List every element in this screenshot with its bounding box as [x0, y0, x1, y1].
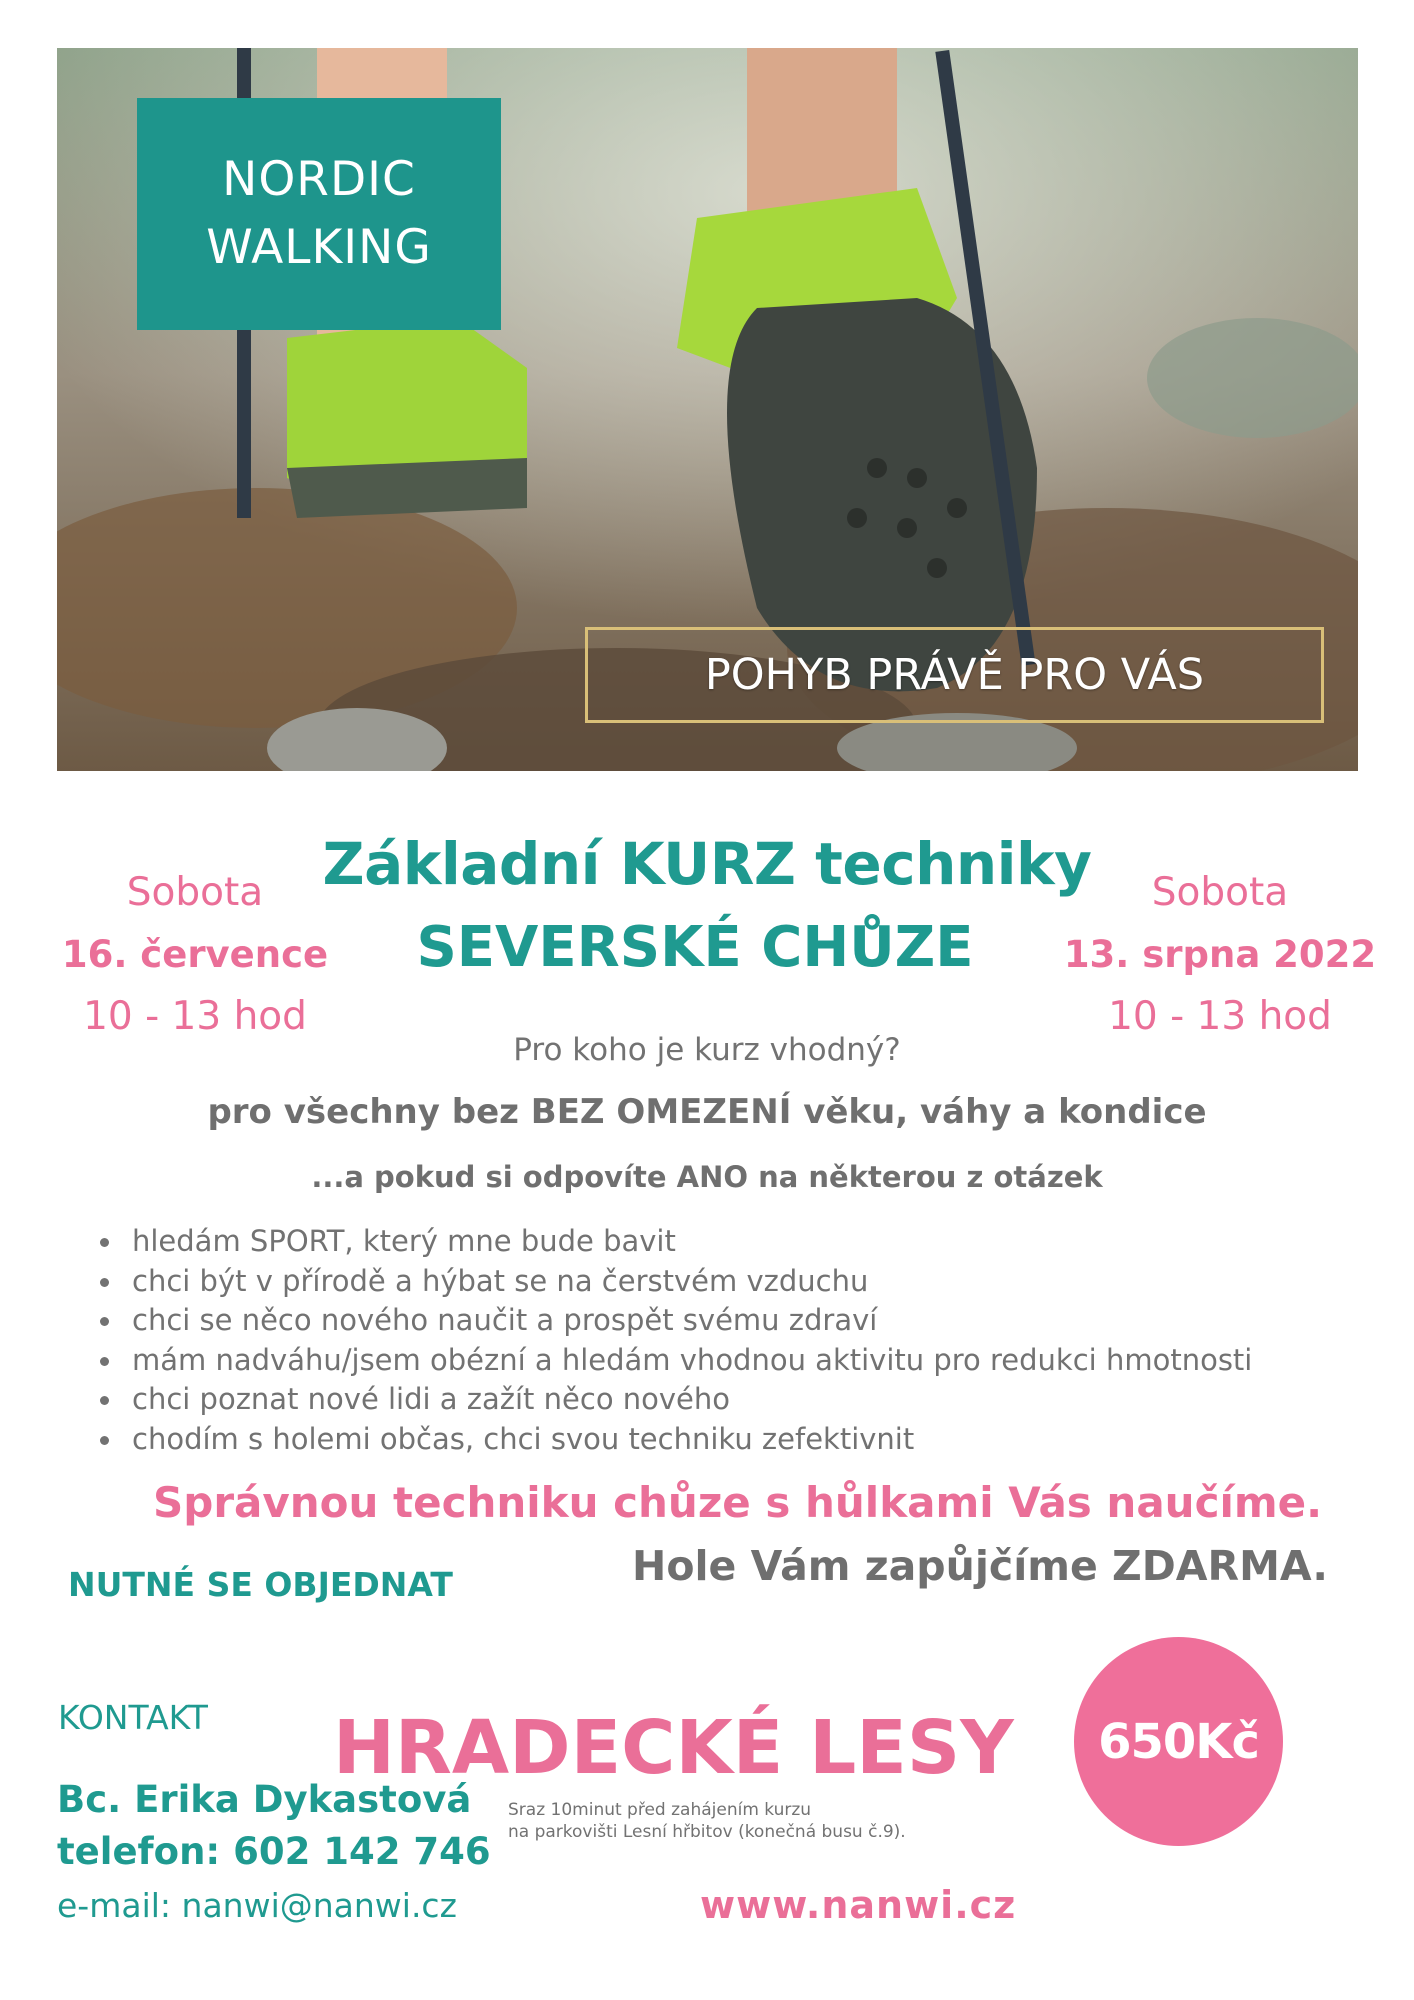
- price: 650Kč: [1098, 1713, 1259, 1770]
- teach-statement: Správnou techniku chůze s hůlkami Vás naučíme.: [153, 1478, 1323, 1527]
- website-link[interactable]: www.nanwi.cz: [700, 1883, 1017, 1927]
- date-date: 13. srpna 2022: [1063, 933, 1377, 976]
- date-block-left: [30, 862, 360, 1048]
- contact-email[interactable]: e-mail: nanwi@nanwi.cz: [57, 1886, 457, 1925]
- date-day: Sobota: [126, 870, 264, 915]
- course-title: Základní KURZ techniky: [322, 830, 1092, 898]
- audience-all: pro všechny bez BEZ OMEZENÍ věku, váhy a kondice: [207, 1092, 1207, 1132]
- list-item: chodím s holemi občas, chci svou techniku zefektivnit: [96, 1420, 1252, 1460]
- meeting-info-line1: Sraz 10minut před zahájením kurzu: [508, 1800, 812, 1820]
- list-item: mám nadváhu/jsem obézní a hledám vhodnou aktivitu pro redukci hmotnosti: [96, 1341, 1252, 1381]
- date-time: 10 - 13 hod: [1108, 994, 1332, 1039]
- audience-question: Pro koho je kurz vhodný?: [513, 1032, 901, 1068]
- location-title: HRADECKÉ LESY: [333, 1705, 1014, 1791]
- list-item: hledám SPORT, který mne bude bavit: [96, 1222, 1252, 1262]
- meeting-info-line2: na parkovišti Lesní hřbitov (konečná busu č.9).: [508, 1822, 906, 1842]
- slogan-frame: [585, 627, 1324, 723]
- list-item: chci poznat nové lidi a zažít něco nového: [96, 1380, 1252, 1420]
- contact-phone: telefon: 602 142 746: [57, 1830, 491, 1873]
- badge-line2: WALKING: [206, 220, 432, 275]
- price-badge: [1074, 1637, 1283, 1846]
- order-notice: NUTNÉ SE OBJEDNAT: [68, 1565, 453, 1604]
- course-subtitle: SEVERSKÉ CHŮZE: [416, 915, 974, 980]
- date-day: Sobota: [1151, 870, 1289, 915]
- contact-name: Bc. Erika Dykastová: [57, 1778, 472, 1821]
- poles-statement: Hole Vám zapůjčíme ZDARMA.: [632, 1542, 1328, 1590]
- contact-label: KONTAKT: [58, 1698, 208, 1737]
- list-item: chci být v přírodě a hýbat se na čerstvém vzduchu: [96, 1262, 1252, 1302]
- slogan: POHYB PRÁVĚ PRO VÁS: [704, 650, 1205, 700]
- audience-bullet-list: [96, 1222, 1252, 1459]
- audience-ano: ...a pokud si odpovíte ANO na některou z otázek: [311, 1160, 1103, 1194]
- date-date: 16. července: [61, 933, 329, 976]
- date-block-right: [1040, 862, 1400, 1048]
- list-item: chci se něco nového naučit a prospět svému zdraví: [96, 1301, 1252, 1341]
- date-time: 10 - 13 hod: [83, 994, 307, 1039]
- badge-line1: NORDIC: [222, 152, 416, 207]
- nordic-walking-badge: [137, 98, 501, 330]
